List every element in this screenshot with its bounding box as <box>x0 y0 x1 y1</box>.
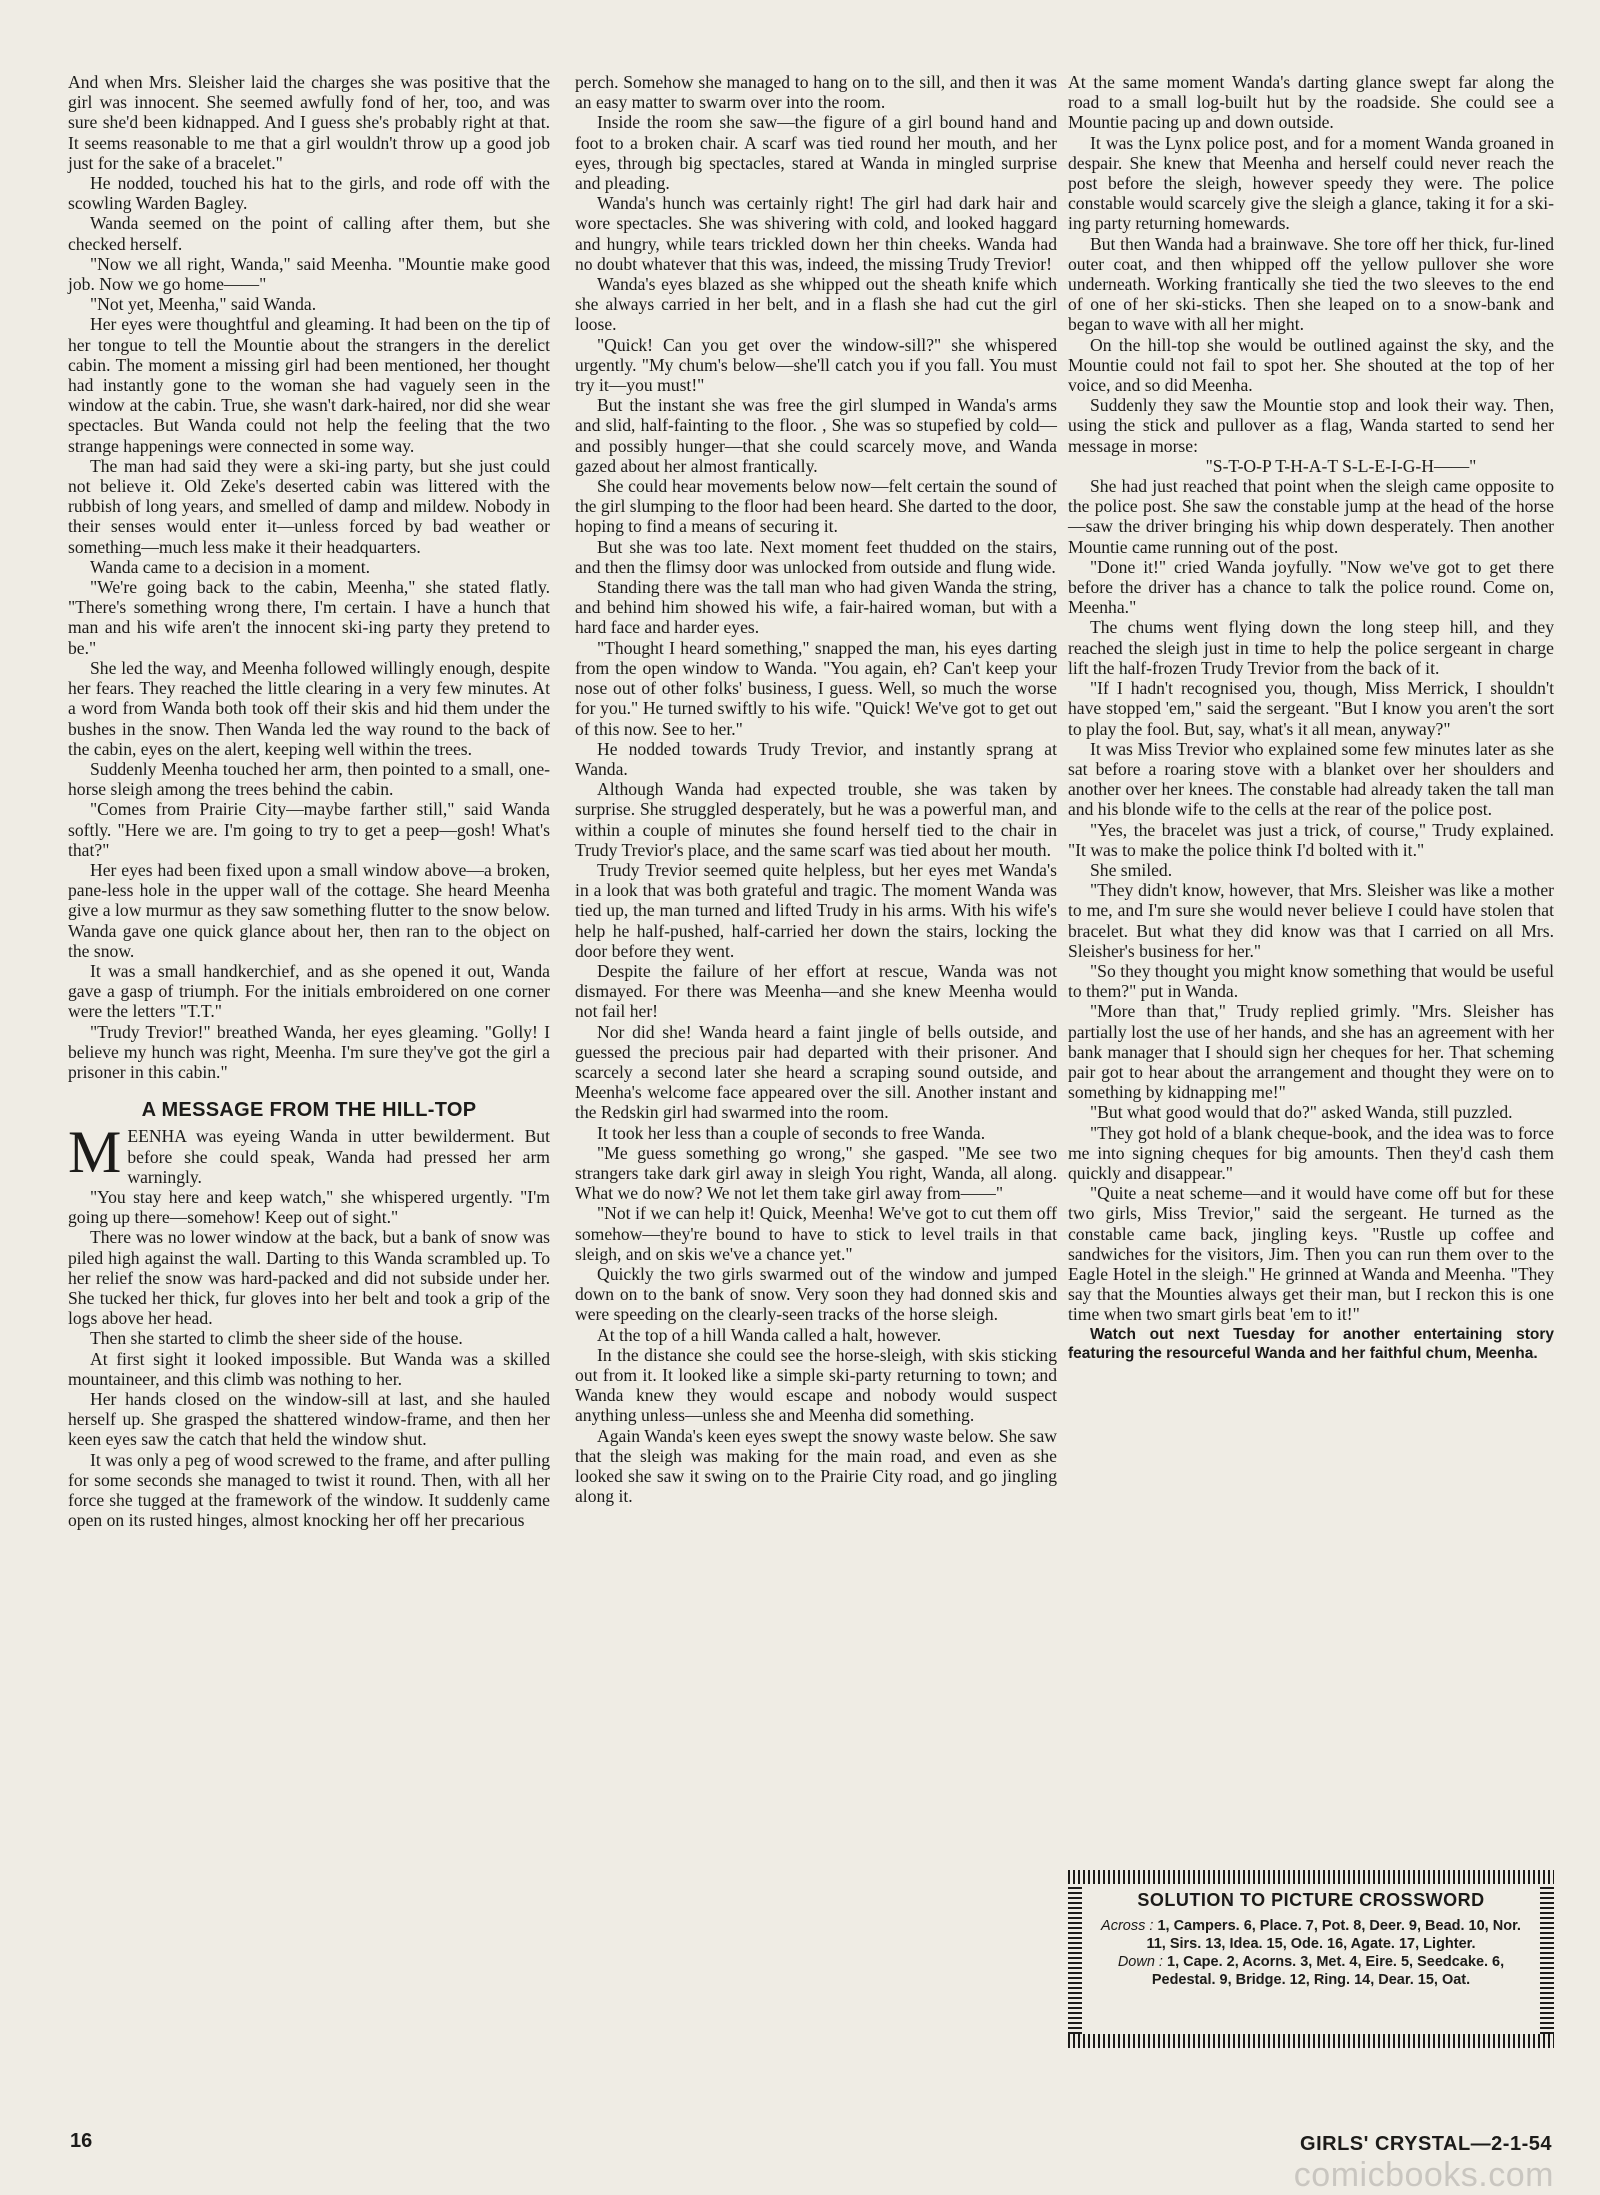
paragraph: Inside the room she saw—the figure of a girl bound hand and foot to a broken chair. A scarf was tied round her mouth, and her eyes, through big spectacles, stared at Wanda in mingled surprise and pleading. <box>575 112 1057 194</box>
paragraph: Her eyes had been fixed upon a small window above—a broken, pane-less hole in the upper wall of the cottage. She heard Meenha give a low murmur as they saw something flutter to the snow below. Wanda gave one quick glance about her, then ran to the object on the snow. <box>68 859 550 961</box>
paragraph: "Not if we can help it! Quick, Meenha! We've got to cut them off somehow—they're bound to have to stick to level trails in that sleigh, and on skis we've a chance yet." <box>575 1203 1057 1264</box>
paragraph: The chums went flying down the long steep hill, and they reached the sleigh just in time to help the police sergeant in charge lift the half-frozen Trudy Trevior from the back of it. <box>1068 617 1554 678</box>
paragraph: Wanda's hunch was certainly right! The girl had dark hair and wore spectacles. She was shivering with cold, and looked haggard and hungry, while tears trickled down her thin cheeks. Wanda had no doubt whatever that this was, indeed, the missing Trudy Trevior! <box>575 193 1057 274</box>
paragraph: It was Miss Trevior who explained some few minutes later as she sat before a roaring stove with a blanket over her shoulders and another over her knees. The constable had already taken the tall man and his blonde wife to the cells at the rear of the police post. <box>1068 738 1554 820</box>
paragraph: "Me guess something go wrong," she gasped. "Me see two strangers take dark girl away in sleigh You right, Wanda, all along. What we do now? We not let them take girl away from——" <box>575 1142 1057 1204</box>
down-answers: 1, Cape. 2, Acorns. 3, Met. 4, Eire. 5, Seedcake. 6, Pedestal. 9, Bridge. 12, Ring. 14, Dear. 15, Oat. <box>1151 1954 1505 1988</box>
paragraph <box>68 1119 550 1187</box>
decorative-border <box>1068 1884 1082 2034</box>
paragraph: Wanda's eyes blazed as she whipped out the sheath knife which she always carried in her belt, and in a flash she had cut the girl loose. <box>575 274 1057 335</box>
paragraph: At the same moment Wanda's darting glance swept far along the road to a small log-built hut by the roadside. She could see a Mountie pacing up and down outside. <box>1068 72 1554 133</box>
paragraph: "If I hadn't recognised you, though, Miss Merrick, I shouldn't have stopped 'em," said the sergeant. "But I know you aren't the sort to play the fool. But, say, what's it all mean, anyway?" <box>1068 678 1554 739</box>
paragraph: "Trudy Trevior!" breathed Wanda, her eyes gleaming. "Golly! I believe my hunch was right, Meenha. I'm sure they've got the girl a prisoner in this cabin." <box>68 1021 550 1082</box>
paragraph: Her eyes were thoughtful and gleaming. It had been on the tip of her tongue to tell the Mountie about the strangers in the derelict cabin. The moment a missing girl had been mentioned, her thought had instantly gone to the woman she had vaguely seen in the window at the cabin. True, she wasn't dark-haired, nor did she wear spectacles. But Wanda could not help the feeling that the two strange happenings were connected in some way. <box>68 314 550 456</box>
across-answers: 1, Campers. 6, Place. 7, Pot. 8, Deer. 9, Bead. 10, Nor. 11, Sirs. 13, Idea. 15, Ode. 16, Agate. 17, Lighter. <box>1146 1918 1521 1952</box>
paragraph: It was the Lynx police post, and for a moment Wanda groaned in despair. She knew that Meenha and herself could never reach the post before the sleigh, however speedy they were. The police constable would scarcely give the sleigh a glance, taking it for a ski-ing party returning homewards. <box>1068 132 1554 234</box>
paragraph: Suddenly Meenha touched her arm, then pointed to a small, one-horse sleigh among the trees behind the cabin. <box>68 758 550 800</box>
paragraph: Nor did she! Wanda heard a faint jingle of bells outside, and guessed the precious pair had departed with their prisoner. And scarcely a second later she heard a scraping sound outside, and Meenha's welcome face appeared over the sill. Another instant and the Redskin girl had swarmed into the room. <box>575 1021 1057 1123</box>
paragraph: Wanda seemed on the point of calling after them, but she checked herself. <box>68 213 550 254</box>
paragraph-text: EENHA was eyeing Wanda in utter bewilderment. But before she could speak, Wanda had pressed her arm warningly. <box>127 1126 550 1187</box>
paragraph: He nodded, touched his hat to the girls, and rode off with the scowling Warden Bagley. <box>68 173 550 214</box>
paragraph: "They didn't know, however, that Mrs. Sleisher was like a mother to me, and I'm sure she would never believe I could have stolen that bracelet. But what they did know was that I carried on all Mrs. Sleisher's business for her." <box>1068 880 1554 961</box>
crossword-content <box>1092 1890 1530 1989</box>
paragraph: Standing there was the tall man who had given Wanda the string, and behind him showed his wife, a fair-haired woman, but with a hard face and harder eyes. <box>575 577 1057 638</box>
section-heading: A MESSAGE FROM THE HILL-TOP <box>141 1099 477 1122</box>
paragraph: She led the way, and Meenha followed willingly enough, despite her fears. They reached the little clearing in a very few minutes. At a word from Wanda both took off their skis and hid them under the bushes in the snow. Then Wanda led the way round to the back of the cabin, eyes on the alert, keeping well within the trees. <box>68 657 550 759</box>
paragraph: Quickly the two girls swarmed out of the window and jumped down on to the bank of snow. Very soon they had donned skis and were speeding on the clearly-seen tracks of the horse sleigh. <box>575 1263 1057 1325</box>
paragraph: He nodded towards Trudy Trevior, and instantly sprang at Wanda. <box>575 738 1057 779</box>
paragraph: Wanda came to a decision in a moment. <box>90 556 370 577</box>
page-number: 16 <box>70 2130 93 2152</box>
drop-cap: M <box>68 1119 122 1186</box>
paragraph: At first sight it looked impossible. But Wanda was a skilled mountaineer, and this climb was nothing to her. <box>68 1348 550 1389</box>
paragraph: And when Mrs. Sleisher laid the charges she was positive that the girl was innocent. She seemed awfully fond of her, too, and was sure she'd been kidnapped. And I guess she's probably right at that. It seems reasonable to me that a girl wouldn't throw up a good job just for the sake of a bracelet." <box>68 72 550 173</box>
decorative-border <box>1540 1884 1554 2034</box>
across-label: Across : <box>1101 1918 1154 1934</box>
paragraph: She smiled. <box>1090 859 1173 880</box>
paragraph: Suddenly they saw the Mountie stop and look their way. Then, using the stick and pullover as a flag, Wanda started to send her message in morse: <box>1068 395 1554 456</box>
paragraph: "We're going back to the cabin, Meenha," she stated flatly. "There's something wrong there, I'm certain. I have a hunch that man and his wife aren't the innocent ski-ing party they pretend to be." <box>68 577 550 658</box>
paragraph: Then she started to climb the sheer side of the house. <box>90 1328 463 1349</box>
paragraph: It was a small handkerchief, and as she opened it out, Wanda gave a gasp of triumph. For the initials embroidered on one corner were the letters "T.T." <box>68 960 550 1022</box>
paragraph: Although Wanda had expected trouble, she was taken by surprise. She struggled desperately, but he was a powerful man, and within a couple of minutes she found herself tied to the chair in Trudy Trevior's place, and the same scarf was tied about her mouth. <box>575 779 1057 860</box>
paragraph: Again Wanda's keen eyes swept the snowy waste below. She saw that the sleigh was making for the main road, and even as she looked she saw it swing on to the Prairie City road, and go jingling along it. <box>575 1425 1057 1507</box>
down-label: Down : <box>1117 1954 1163 1970</box>
paragraph: "Yes, the bracelet was just a trick, of course," Trudy explained. "It was to make the police think I'd bolted with it." <box>1068 819 1554 860</box>
paragraph: "More than that," Trudy replied grimly. "Mrs. Sleisher has partially lost the use of her hands, and she has an agreement with her bank manager that I should sign her cheques for her. That scheming pair got to hear about the arrangement and thought they were on to something by kidnapping me!" <box>1068 1001 1554 1103</box>
paragraph: "They got hold of a blank cheque-book, and the idea was to force me into signing cheques for big amounts. Then they'd cash them quickly and disappear." <box>1068 1122 1554 1183</box>
paragraph: "So they thought you might know something that would be useful to them?" put in Wanda. <box>1068 960 1554 1002</box>
paragraph: Trudy Trevior seemed quite helpless, but her eyes met Wanda's in a look that was both grateful and tragic. The moment Wanda was tied up, the man turned and lifted Trudy in his arms. With his wife's help he half-pushed, half-carried her down the stairs, locking the door before they went. <box>575 859 1057 961</box>
paragraph: "Comes from Prairie City—maybe farther still," said Wanda softly. "Here we are. I'm going to try to get a peep—gosh! What's that?" <box>68 799 550 860</box>
paragraph: "Done it!" cried Wanda joyfully. "Now we've got to get there before the driver has a chance to talk the police round. Come on, Meenha." <box>1068 556 1554 618</box>
paragraph: The man had said they were a ski-ing party, but she just could not believe it. Old Zeke's deserted cabin was littered with the rubbish of long years, and smelled of damp and mildew. Nobody in their senses would enter it—unless forced by bad weather or something—much less make it their headquarters. <box>68 455 550 557</box>
story-column-1 <box>68 72 550 1530</box>
crossword-across <box>1092 1917 1530 1953</box>
morse-message: "S-T-O-P T-H-A-T S-L-E-I-G-H——" <box>1205 455 1477 476</box>
paragraph: There was no lower window at the back, but a bank of snow was piled high against the wall. Darting to this Wanda scrambled up. To her relief the snow was hard-packed and did not subside under her. She tucked her thick, fur gloves into her belt and took a grip of the logs above her head. <box>68 1227 550 1329</box>
paragraph: But then Wanda had a brainwave. She tore off her thick, fur-lined outer coat, and then whipped off the yellow pullover she wore underneath. Working frantically she tied the two sleeves to the end of one of her ski-sticks. Then she leaped on to a snow-bank and began to wave with all her might. <box>1068 233 1554 335</box>
paragraph: But she was too late. Next moment feet thudded on the stairs, and then the flimsy door was unlocked from outside and flung wide. <box>575 536 1057 577</box>
paragraph: On the hill-top she would be outlined against the sky, and the Mountie could not fail to spot her. She shouted at the top of her voice, and so did Meenha. <box>1068 334 1554 396</box>
crossword-solution-box <box>1068 1870 1554 2048</box>
paragraph: "But what good would that do?" asked Wanda, still puzzled. <box>1090 1102 1513 1123</box>
paragraph: "Not yet, Meenha," said Wanda. <box>90 294 317 315</box>
story-column-3 <box>1068 72 1554 1363</box>
paragraph: It was only a peg of wood screwed to the frame, and after pulling for some seconds she managed to twist it round. Then, with all her force she tugged at the framework of the window. It suddenly came open on its rusted hinges, almost knocking her off her precarious <box>68 1449 550 1531</box>
decorative-border <box>1068 1870 1554 1884</box>
paragraph: In the distance she could see the horse-sleigh, with skis sticking out from it. It looked like a simple ski-party returning to town; and Wanda knew they would escape and nobody would suspect anything unless—unless she and Meenha did something. <box>575 1344 1057 1426</box>
paragraph: At the top of a hill Wanda called a halt, however. <box>597 1324 942 1345</box>
site-watermark: comicbooks.com <box>1293 2156 1554 2194</box>
paragraph: She could hear movements below now—felt certain the sound of the girl slumping to the floor had been heard. She darted to the door, hoping to find a means of securing it. <box>575 476 1057 537</box>
story-column-2 <box>575 72 1057 1506</box>
paragraph: "Thought I heard something," snapped the man, his eyes darting from the open window to Wanda. "You again, eh? Can't keep your nose out of other folks' business, I guess. Well, so much the worse for you." He turned swiftly to his wife. "Quick! We've got to get out of this now. See to her." <box>575 637 1057 739</box>
crossword-title: SOLUTION TO PICTURE CROSSWORD <box>1137 1890 1485 1910</box>
paragraph: "Now we all right, Wanda," said Meenha. "Mountie make good job. Now we go home——" <box>68 253 550 295</box>
next-week-teaser: Watch out next Tuesday for another entertaining story featuring the resourceful Wanda and her faithful chum, Meenha. <box>1068 1325 1554 1362</box>
paragraph: "You stay here and keep watch," she whispered urgently. "I'm going up there—somehow! Keep out of sight." <box>68 1186 550 1228</box>
paragraph: She had just reached that point when the sleigh came opposite to the police post. She saw the constable jump at the head of the horse—saw the driver bringing his whip down desperately. Then another Mountie came running out of the post. <box>1068 476 1554 557</box>
paragraph: "Quick! Can you get over the window-sill?" she whispered urgently. "My chum's below—she'll catch you if you fall. You must try it—you must!" <box>575 334 1057 396</box>
paragraph: perch. Somehow she managed to hang on to the sill, and then it was an easy matter to swarm over into the room. <box>575 72 1057 113</box>
paragraph: Her hands closed on the window-sill at last, and she hauled herself up. She grasped the shattered window-frame, and then her keen eyes saw the catch that held the window shut. <box>68 1389 550 1450</box>
issue-line: GIRLS' CRYSTAL—2-1-54 <box>1300 2133 1552 2155</box>
paragraph: But the instant she was free the girl slumped in Wanda's arms and slid, half-fainting to the floor. , She was so stupefied by cold—and possibly hunger—that she could scarcely move, and Wanda gazed about her almost frantically. <box>575 395 1057 476</box>
paragraph: "Quite a neat scheme—and it would have come off but for these two girls, Miss Trevior," said the sergeant. He turned as the constable came back, jingling keys. "Rustle up coffee and sandwiches for the visitors, Jim. Then you can run them over to the Eagle Hotel in the sleigh." He grinned at Wanda and Meenha. "They say that the Mounties always get their man, but I reckon this is one time when two smart girls beat 'em to it!" <box>1068 1183 1554 1325</box>
paragraph: It took her less than a couple of seconds to free Wanda. <box>597 1122 986 1143</box>
crossword-down <box>1092 1953 1530 1989</box>
decorative-border <box>1068 2034 1554 2048</box>
paragraph: Despite the failure of her effort at rescue, Wanda was not dismayed. For there was Meenha—and she knew Meenha would not fail her! <box>575 960 1057 1022</box>
